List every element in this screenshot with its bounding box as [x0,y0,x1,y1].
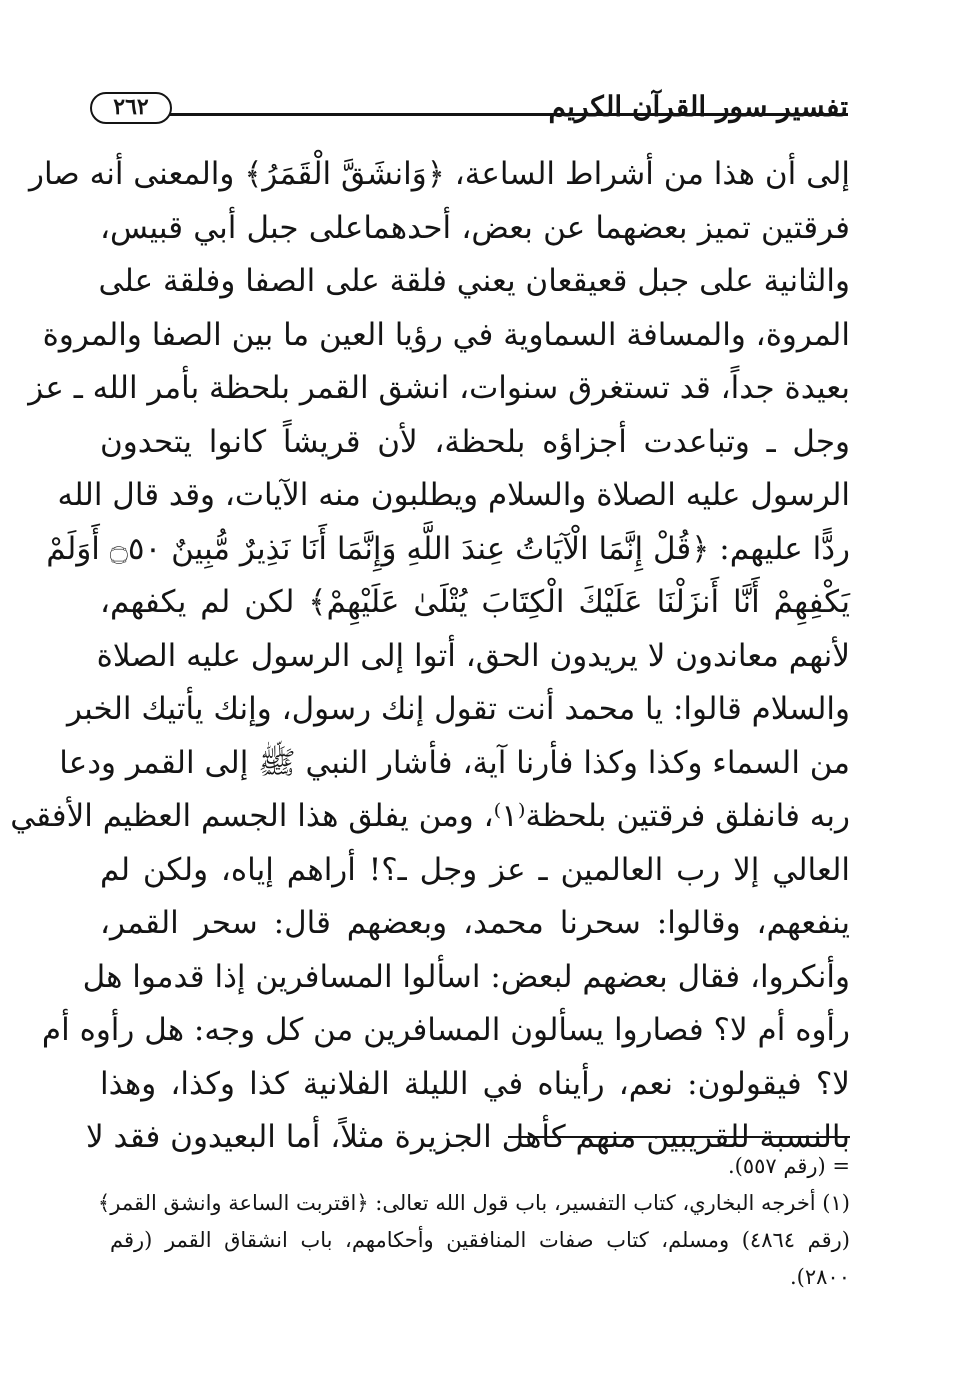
text-line: ربه فانفلق فرقتين بلحظة⁽١⁾، ومن يفلق هذا الجسم العظيم الأفقي [10,798,850,834]
page-header [88,84,848,134]
text-line: بعيدة جداً، قد تستغرق سنوات، انشق القمر بلحظة بأمر الله ـ عز [28,370,850,406]
footnote-line: (١) أخرجه البخاري، كتاب التفسير، باب قول الله تعالى: ﴿اقتربت الساعة وانشق القمر﴾ [97,1191,850,1215]
quran-verse-line: يَكْفِهِمْ أَنَّا أَنزَلْنَا عَلَيْكَ الْكِتَابَ يُتْلَىٰ عَلَيْهِمْ﴾ لكن لم يكفهم، [100,584,850,620]
footnotes [97,1148,850,1296]
footnote-separator [508,1136,850,1138]
page-number: ٢٦٢ [90,92,172,124]
text-line: لا؟ فيقولون: نعم، رأيناه في الليلة الفلانية كذا وكذا، وهذا [100,1065,850,1102]
running-title: تفسير سور القرآن الكريم [548,90,848,123]
text-line: وأنكروا، فقال بعضهم لبعض: اسألوا المسافرين إذا قدموا هل [82,958,850,995]
text-line: المروة، والمسافة السماوية في رؤيا العين ما بين الصفا والمروة [42,316,850,353]
main-text [10,148,850,1165]
text-line: والثانية على جبل قعيقعان يعني فلقة على الصفا وفلقة على [98,263,850,299]
text-line: فرقتين تميز بعضهما عن بعض، أحدهماعلى جبل أبي قبيس، [100,209,850,246]
text-line: والسلام قالوا: يا محمد أنت تقول إنك رسول، وإنك يأتيك الخبر [66,691,850,727]
text-line: وجل ـ وتباعدت أجزاؤه بلحظة، لأن قريشاً كانوا يتحدون [100,423,850,460]
quran-verse-line: ردًّا عليهم: ﴿قُلْ إِنَّمَا الْآيَاتُ عِندَ اللَّهِ وَإِنَّمَا أَنَا نَذِيرٌ مُّبِينٌ ۝٥٠ أَوَلَمْ [46,530,850,567]
text-line: العالي إلا رب العالمين ـ عز وجل ـ؟! أراهم إياه، ولكن لم [100,851,850,888]
text-line: إلى أن هذا من أشراط الساعة، ﴿وَانشَقَّ الْقَمَرُ﴾ والمعنى أنه صار [28,156,850,192]
text-line: لأنهم معاندون لا يريدون الحق، أتوا إلى الرسول عليه الصلاة [96,637,850,674]
text-line: ينفعهم، وقالوا: سحرنا محمد، وبعضهم قال: سحر القمر، [100,905,850,941]
footnote-continuation: = (رقم ٥٥٧). [727,1154,850,1178]
text-line: من السماء وكذا وكذا فأرنا آية، فأشار النبي ﷺ إلى القمر ودعا [59,744,850,781]
text-line: رأوه أم لا؟ فصاروا يسألون المسافرين من كل وجه: هل رأوه أم [41,1012,850,1048]
text-line: الرسول عليه الصلاة والسلام ويطلبون منه الآيات، وقد قال الله [57,477,850,513]
text-line: بالنسبة للقريبين منهم كأهل الجزيرة مثلاً، أما البعيدون فقد لا [86,1119,850,1155]
footnote-line: ٢٨٠٠). [790,1265,850,1289]
footnote-line: (رقم ٤٨٦٤) ومسلم، كتاب صفات المنافقين وأحكامهم، باب انشقاق القمر (رقم [110,1228,850,1252]
